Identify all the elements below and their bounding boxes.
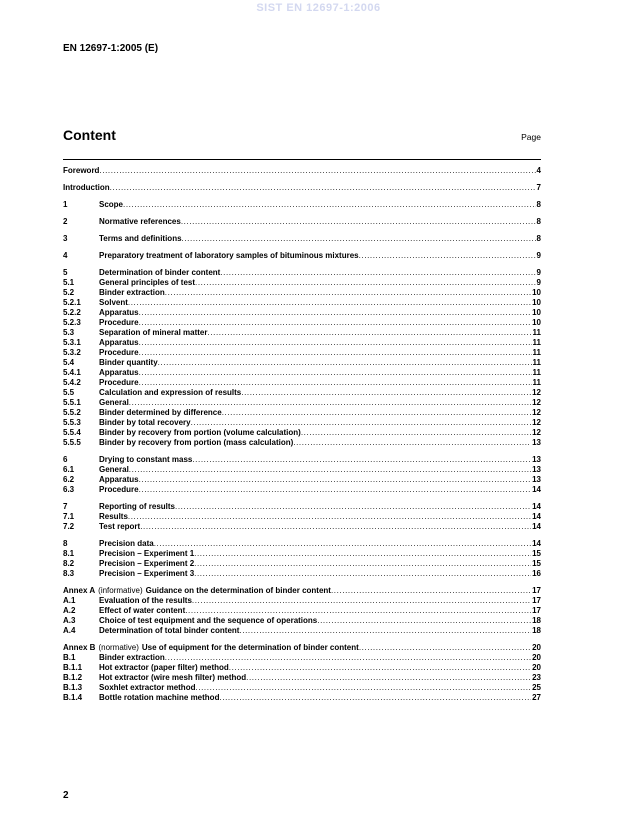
toc-entry[interactable] (63, 512, 541, 522)
toc-entry-title: Reporting of results (99, 502, 176, 511)
dot-leader (207, 328, 531, 338)
dot-leader (139, 348, 532, 358)
toc-entry[interactable] (63, 549, 541, 559)
toc-entry-page: 11 (532, 338, 541, 347)
toc-entry-title: Hot extractor (wire mesh filter) method (99, 673, 247, 682)
toc-entry-number: 5.3.1 (63, 338, 81, 347)
document-header: EN 12697-1:2005 (E) (63, 43, 159, 54)
toc-entry-title: Apparatus (99, 475, 139, 484)
toc-entry-title: Binder extraction (99, 288, 165, 297)
toc-entry-number: A.4 (63, 626, 76, 635)
toc-entry-title: Choice of test equipment and the sequence of operations (99, 616, 318, 625)
toc-entry-page: 18 (532, 626, 541, 635)
toc-entry[interactable] (63, 308, 541, 318)
toc-entry[interactable] (63, 438, 541, 448)
toc-entry-number: Foreword (63, 166, 100, 175)
toc-entry-page: 11 (532, 368, 541, 377)
toc-entry-title: Binder by total recovery (99, 418, 191, 427)
dot-leader (359, 251, 536, 261)
toc-entry-number: 5.2 (63, 288, 75, 297)
toc-entry-number: B.1.1 (63, 663, 83, 672)
toc-entry-title: Precision – Experiment 1 (99, 549, 195, 558)
toc-entry[interactable] (63, 428, 541, 438)
table-of-contents (63, 159, 541, 703)
toc-entry-number: 6.3 (63, 485, 75, 494)
toc-entry-number: B.1.4 (63, 693, 83, 702)
toc-entry-page: 7 (536, 183, 541, 192)
toc-entry-title: Drying to constant mass (99, 455, 193, 464)
toc-entry-annex-type: (normative) (98, 643, 139, 652)
toc-entry-title: Effect of water content (99, 606, 186, 615)
toc-entry[interactable] (63, 465, 541, 475)
toc-entry-page: 11 (532, 348, 541, 357)
toc-entry-number: 1 (63, 200, 68, 209)
toc-entry-title: Procedure (99, 318, 139, 327)
toc-entry-page: 14 (532, 522, 541, 531)
dot-leader (192, 455, 531, 465)
toc-entry[interactable] (63, 616, 541, 626)
toc-entry[interactable] (63, 298, 541, 308)
toc-entry-page: 25 (532, 683, 541, 692)
toc-entry[interactable] (63, 485, 541, 495)
dot-leader (139, 378, 532, 388)
toc-entry-number: 5.4.2 (63, 378, 81, 387)
toc-entry-page: 18 (532, 616, 541, 625)
dot-leader (301, 428, 531, 438)
toc-entry-title: Binder by recovery from portion (volume calculation) (99, 428, 301, 437)
toc-entry-page: 10 (532, 308, 541, 317)
toc-entry-title: Guidance on the determination of binder content (145, 586, 331, 595)
toc-entry-number: 5.5.1 (63, 398, 81, 407)
toc-entry-title: Scope (99, 200, 124, 209)
dot-leader (139, 338, 532, 348)
toc-entry[interactable] (63, 368, 541, 378)
dot-leader (359, 643, 531, 653)
dot-leader (99, 166, 535, 176)
dot-leader (220, 268, 535, 278)
toc-entry-title: Procedure (99, 485, 139, 494)
toc-entry-page: 15 (532, 549, 541, 558)
toc-entry[interactable] (63, 663, 541, 673)
toc-entry-number: 5.2.2 (63, 308, 81, 317)
toc-entry-number: 8 (63, 539, 68, 548)
dot-leader (246, 673, 531, 683)
toc-entry-page: 12 (532, 418, 541, 427)
toc-entry[interactable] (63, 643, 541, 653)
toc-entry[interactable] (63, 522, 541, 532)
toc-entry-number: 7.2 (63, 522, 75, 531)
toc-entry[interactable] (63, 596, 541, 606)
toc-entry-page: 13 (532, 465, 541, 474)
toc-entry-page: 14 (532, 502, 541, 511)
dot-leader (192, 596, 531, 606)
toc-entry-title: Apparatus (99, 368, 139, 377)
dot-leader (331, 586, 531, 596)
page-title: Content (63, 127, 116, 143)
toc-entry[interactable] (63, 626, 541, 636)
toc-entry-title: Binder extraction (99, 653, 165, 662)
toc-entry-title: General (99, 465, 129, 474)
toc-entry-number: 6.1 (63, 465, 75, 474)
toc-entry-title: Separation of mineral matter (99, 328, 208, 337)
toc-entry-number: 4 (63, 251, 68, 260)
toc-entry[interactable] (63, 502, 541, 512)
toc-entry-page: 14 (532, 485, 541, 494)
toc-entry[interactable] (63, 378, 541, 388)
dot-leader (219, 693, 531, 703)
dot-leader (222, 408, 531, 418)
dot-leader (123, 200, 536, 210)
toc-entry[interactable] (63, 166, 541, 176)
toc-entry-title: Bottle rotation machine method (99, 693, 220, 702)
toc-entry-title: Precision – Experiment 3 (99, 569, 195, 578)
toc-entry[interactable] (63, 348, 541, 358)
toc-entry-number: 8.3 (63, 569, 75, 578)
toc-entry-number: 5 (63, 268, 68, 277)
toc-entry-page: 15 (532, 559, 541, 568)
toc-entry[interactable] (63, 183, 541, 193)
toc-entry-page: 10 (532, 288, 541, 297)
toc-entry-title: Procedure (99, 378, 139, 387)
toc-entry[interactable] (63, 328, 541, 338)
dot-leader (129, 398, 531, 408)
toc-entry-number: 5.2.1 (63, 298, 81, 307)
toc-entry-number: Annex A (63, 586, 96, 595)
toc-entry-number: 7.1 (63, 512, 75, 521)
toc-entry-title: Determination of binder content (99, 268, 221, 277)
toc-entry-title: Evaluation of the results (99, 596, 192, 605)
dot-leader (182, 234, 536, 244)
toc-entry-page: 13 (532, 475, 541, 484)
toc-entry-page: 12 (532, 428, 541, 437)
dot-leader (139, 368, 532, 378)
toc-entry-number: 5.1 (63, 278, 75, 287)
toc-entry-page: 16 (532, 569, 541, 578)
watermark: SIST EN 12697-1:2006 (256, 2, 381, 14)
toc-entry-title: Hot extractor (paper filter) method (99, 663, 229, 672)
toc-entry-page: 13 (532, 455, 541, 464)
dot-leader (185, 606, 531, 616)
toc-entry-number: 5.3.2 (63, 348, 81, 357)
page-number: 2 (63, 790, 69, 801)
toc-entry-title: Apparatus (99, 338, 139, 347)
toc-entry-number: 3 (63, 234, 68, 243)
toc-entry-number: 5.4 (63, 358, 75, 367)
toc-entry[interactable] (63, 693, 541, 703)
toc-entry-title: Apparatus (99, 308, 139, 317)
toc-entry-page: 8 (536, 217, 541, 226)
toc-entry-number: A.3 (63, 616, 76, 625)
toc-entry[interactable] (63, 586, 541, 596)
dot-leader (194, 559, 531, 569)
toc-entry-number: 8.1 (63, 549, 75, 558)
toc-entry[interactable] (63, 569, 541, 579)
toc-entry-title: Solvent (99, 298, 128, 307)
toc-entry-page: 9 (536, 268, 541, 277)
toc-entry-number: 5.5 (63, 388, 75, 397)
dot-leader (128, 298, 531, 308)
toc-entry-number: 5.4.1 (63, 368, 81, 377)
toc-entry[interactable] (63, 606, 541, 616)
toc-entry-page: 14 (532, 539, 541, 548)
toc-entry-title: Binder determined by difference (99, 408, 222, 417)
dot-leader (241, 388, 531, 398)
toc-entry-number: 8.2 (63, 559, 75, 568)
dot-leader (317, 616, 531, 626)
toc-entry-page: 17 (532, 606, 541, 615)
toc-entry-title: Precision – Experiment 2 (99, 559, 195, 568)
toc-entry-number: 5.2.3 (63, 318, 81, 327)
toc-entry-page: 17 (532, 596, 541, 605)
toc-entry-page: 12 (532, 388, 541, 397)
toc-entry-page: 11 (532, 358, 541, 367)
toc-entry-page: 4 (536, 166, 541, 175)
toc-entry-page: 9 (536, 251, 541, 260)
dot-leader (128, 512, 531, 522)
toc-entry-annex-type: (informative) (98, 586, 143, 595)
toc-entry[interactable] (63, 251, 541, 261)
toc-entry-page: 8 (536, 200, 541, 209)
dot-leader (139, 318, 532, 328)
toc-entry[interactable] (63, 388, 541, 398)
toc-entry-title: Normative references (99, 217, 181, 226)
toc-entry-title: Terms and definitions (99, 234, 182, 243)
toc-entry-number: Introduction (63, 183, 110, 192)
toc-entry[interactable] (63, 288, 541, 298)
toc-entry-page: 20 (532, 653, 541, 662)
toc-entry[interactable] (63, 653, 541, 663)
dot-leader (154, 539, 531, 549)
toc-entry-page: 9 (536, 278, 541, 287)
dot-leader (165, 288, 531, 298)
toc-entry-page: 17 (532, 586, 541, 595)
toc-entry-number: 5.5.4 (63, 428, 81, 437)
toc-entry-title: Results (99, 512, 128, 521)
toc-entry-title: Preparatory treatment of laboratory samples of bituminous mixtures (99, 251, 359, 260)
toc-entry-title: Test report (99, 522, 141, 531)
toc-entry[interactable] (63, 559, 541, 569)
dot-leader (139, 308, 532, 318)
toc-entry[interactable] (63, 455, 541, 465)
toc-entry[interactable] (63, 539, 541, 549)
toc-entry-title: Binder by recovery from portion (mass calculation) (99, 438, 294, 447)
toc-entry[interactable] (63, 278, 541, 288)
dot-leader (158, 358, 532, 368)
dot-leader (139, 475, 532, 485)
toc-entry-number: 5.5.3 (63, 418, 81, 427)
toc-entry-page: 8 (536, 234, 541, 243)
toc-entry-number: 6.2 (63, 475, 75, 484)
dot-leader (110, 183, 536, 193)
toc-entry-title: General (99, 398, 129, 407)
toc-entry-page: 13 (532, 438, 541, 447)
dot-leader (229, 663, 531, 673)
page-column-label: Page (521, 132, 541, 142)
toc-entry-title: Precision data (99, 539, 154, 548)
dot-leader (140, 522, 531, 532)
toc-entry-page: 11 (532, 378, 541, 387)
dot-leader (129, 465, 531, 475)
toc-entry-title: Procedure (99, 348, 139, 357)
dot-leader (191, 418, 532, 428)
toc-entry[interactable] (63, 234, 541, 244)
toc-entry-number: 2 (63, 217, 68, 226)
toc-entry-page: 20 (532, 663, 541, 672)
toc-entry-page: 12 (532, 408, 541, 417)
toc-entry[interactable] (63, 673, 541, 683)
toc-entry-number: 5.5.5 (63, 438, 81, 447)
toc-entry-page: 10 (532, 318, 541, 327)
dot-leader (194, 549, 531, 559)
toc-entry[interactable] (63, 408, 541, 418)
toc-entry[interactable] (63, 398, 541, 408)
toc-entry[interactable] (63, 683, 541, 693)
toc-entry-title: Determination of total binder content (99, 626, 240, 635)
toc-entry-number: Annex B (63, 643, 96, 652)
toc-entry-number: 6 (63, 455, 68, 464)
toc-entry[interactable] (63, 418, 541, 428)
toc-entry-title: Binder quantity (99, 358, 158, 367)
toc-entry[interactable] (63, 358, 541, 368)
toc-entry-page: 12 (532, 398, 541, 407)
toc-entry-page: 10 (532, 298, 541, 307)
toc-entry-title: Calculation and expression of results (99, 388, 242, 397)
toc-entry-page: 23 (532, 673, 541, 682)
toc-entry-number: B.1.3 (63, 683, 83, 692)
dot-leader (175, 502, 531, 512)
toc-entry-number: A.2 (63, 606, 76, 615)
toc-entry-number: B.1 (63, 653, 76, 662)
dot-leader (194, 569, 531, 579)
toc-entry-page: 11 (532, 328, 541, 337)
toc-entry-title: Use of equipment for the determination of binder content (141, 643, 359, 652)
dot-leader (195, 278, 536, 288)
toc-entry-number: 7 (63, 502, 68, 511)
toc-entry-number: 5.3 (63, 328, 75, 337)
toc-entry-page: 27 (532, 693, 541, 702)
toc-entry-title: Soxhlet extractor method (99, 683, 196, 692)
dot-leader (195, 683, 531, 693)
toc-entry[interactable] (63, 268, 541, 278)
toc-entry[interactable] (63, 318, 541, 328)
toc-entry[interactable] (63, 217, 541, 227)
dot-leader (181, 217, 536, 227)
dot-leader (165, 653, 531, 663)
dot-leader (239, 626, 531, 636)
toc-entry[interactable] (63, 200, 541, 210)
dot-leader (139, 485, 532, 495)
toc-entry[interactable] (63, 338, 541, 348)
toc-entry-page: 14 (532, 512, 541, 521)
toc-entry-title: General principles of test (99, 278, 196, 287)
dot-leader (293, 438, 531, 448)
toc-entry[interactable] (63, 475, 541, 485)
toc-entry-page: 20 (532, 643, 541, 652)
toc-entry-number: 5.5.2 (63, 408, 81, 417)
toc-entry-number: B.1.2 (63, 673, 83, 682)
toc-entry-number: A.1 (63, 596, 76, 605)
